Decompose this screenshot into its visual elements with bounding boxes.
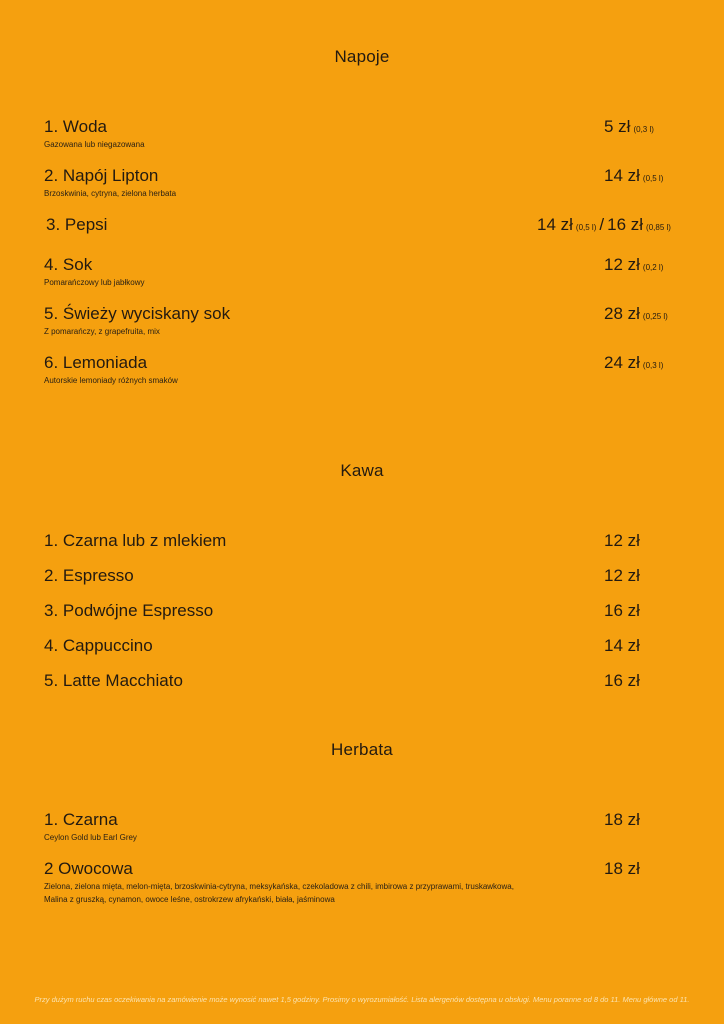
price-volume: (0,3 l): [633, 125, 654, 134]
item-price: 12 zł: [604, 566, 640, 585]
item-name: 1. Woda: [44, 117, 108, 136]
menu-item: [46, 215, 686, 235]
item-description: Gazowana lub niegazowana: [44, 140, 145, 149]
price-volume: (0,25 l): [642, 312, 668, 321]
item-description-line-2: Malina z gruszką, cynamon, owoce leśne, ostrokrzew afrykański, biała, jaśminowa: [44, 895, 335, 904]
menu-item: [44, 255, 684, 289]
price-volume: (0,2 l): [642, 263, 664, 272]
item-price: [604, 255, 663, 278]
section-title-kawa: Kawa: [340, 461, 384, 480]
item-name: 4. Sok: [44, 255, 93, 274]
menu-item: [44, 601, 684, 621]
menu-item: [44, 566, 684, 586]
menu-item: [44, 531, 684, 551]
item-name: 1. Czarna: [44, 810, 118, 829]
price-volume: (0,3 l): [642, 361, 664, 370]
item-description: Pomarańczowy lub jabłkowy: [44, 278, 145, 287]
menu-item: [44, 353, 684, 387]
section-title-herbata: Herbata: [331, 740, 393, 759]
price-value: 12 zł: [604, 255, 640, 274]
footer-note: Przy dużym ruchu czas oczekiwania na zamówienie może wynosić nawet 1,5 godziny. Prosimy o wyrozumiałość. Lista alergenów dostępna u obsługi. Menu poranne od 8 do 11. Menu główne od 11.: [34, 995, 690, 1004]
item-description: Z pomarańczy, z grapefruita, mix: [44, 327, 160, 336]
menu-item: [44, 304, 684, 338]
item-price: [604, 304, 668, 327]
price-value: 28 zł: [604, 304, 640, 323]
price-value: 5 zł: [604, 117, 631, 136]
menu-item: [44, 810, 684, 844]
menu-item: [44, 859, 684, 906]
item-name: 2 Owocowa: [44, 859, 133, 878]
item-price: 14 zł: [604, 636, 640, 655]
item-name: 2. Espresso: [44, 566, 134, 585]
item-description: Autorskie lemoniady różnych smaków: [44, 376, 178, 385]
price-separator: /: [599, 215, 605, 234]
menu-item: [44, 671, 684, 691]
menu-item: [44, 117, 684, 151]
item-name: 5. Świeży wyciskany sok: [44, 304, 231, 323]
price-volume-2: (0,85 l): [646, 223, 671, 232]
item-name: 3. Podwójne Espresso: [44, 601, 214, 620]
price-volume: (0,5 l): [575, 223, 597, 232]
item-description: Brzoskwinia, cytryna, zielona herbata: [44, 189, 177, 198]
item-price: 16 zł: [604, 671, 640, 690]
price-value: 14 zł: [604, 166, 640, 185]
item-name: 6. Lemoniada: [44, 353, 148, 372]
menu-item: [44, 166, 684, 200]
item-price: [537, 215, 671, 238]
item-price: [604, 117, 654, 140]
item-name: 2. Napój Lipton: [44, 166, 159, 185]
item-price: [604, 353, 663, 376]
item-description: Ceylon Gold lub Earl Grey: [44, 833, 137, 842]
item-name: 4. Cappuccino: [44, 636, 153, 655]
price-volume: (0,5 l): [642, 174, 664, 183]
item-name: 5. Latte Macchiato: [44, 671, 183, 690]
item-price: 12 zł: [604, 531, 640, 550]
item-price: 18 zł: [604, 859, 640, 878]
price-value-2: 16 zł: [607, 215, 644, 234]
item-name: 3. Pepsi: [46, 215, 108, 234]
item-price: 18 zł: [604, 810, 640, 829]
item-price: 16 zł: [604, 601, 640, 620]
price-value: 14 zł: [537, 215, 573, 234]
item-description: Zielona, zielona mięta, melon-mięta, brzoskwinia-cytryna, meksykańska, czekoladowa z chili, imbirowa z przyprawami, truskawkowa,: [44, 882, 514, 891]
section-title-napoje: Napoje: [334, 47, 390, 66]
price-value: 24 zł: [604, 353, 640, 372]
item-name: 1. Czarna lub z mlekiem: [44, 531, 227, 550]
item-price: [604, 166, 663, 189]
menu-item: [44, 636, 684, 656]
